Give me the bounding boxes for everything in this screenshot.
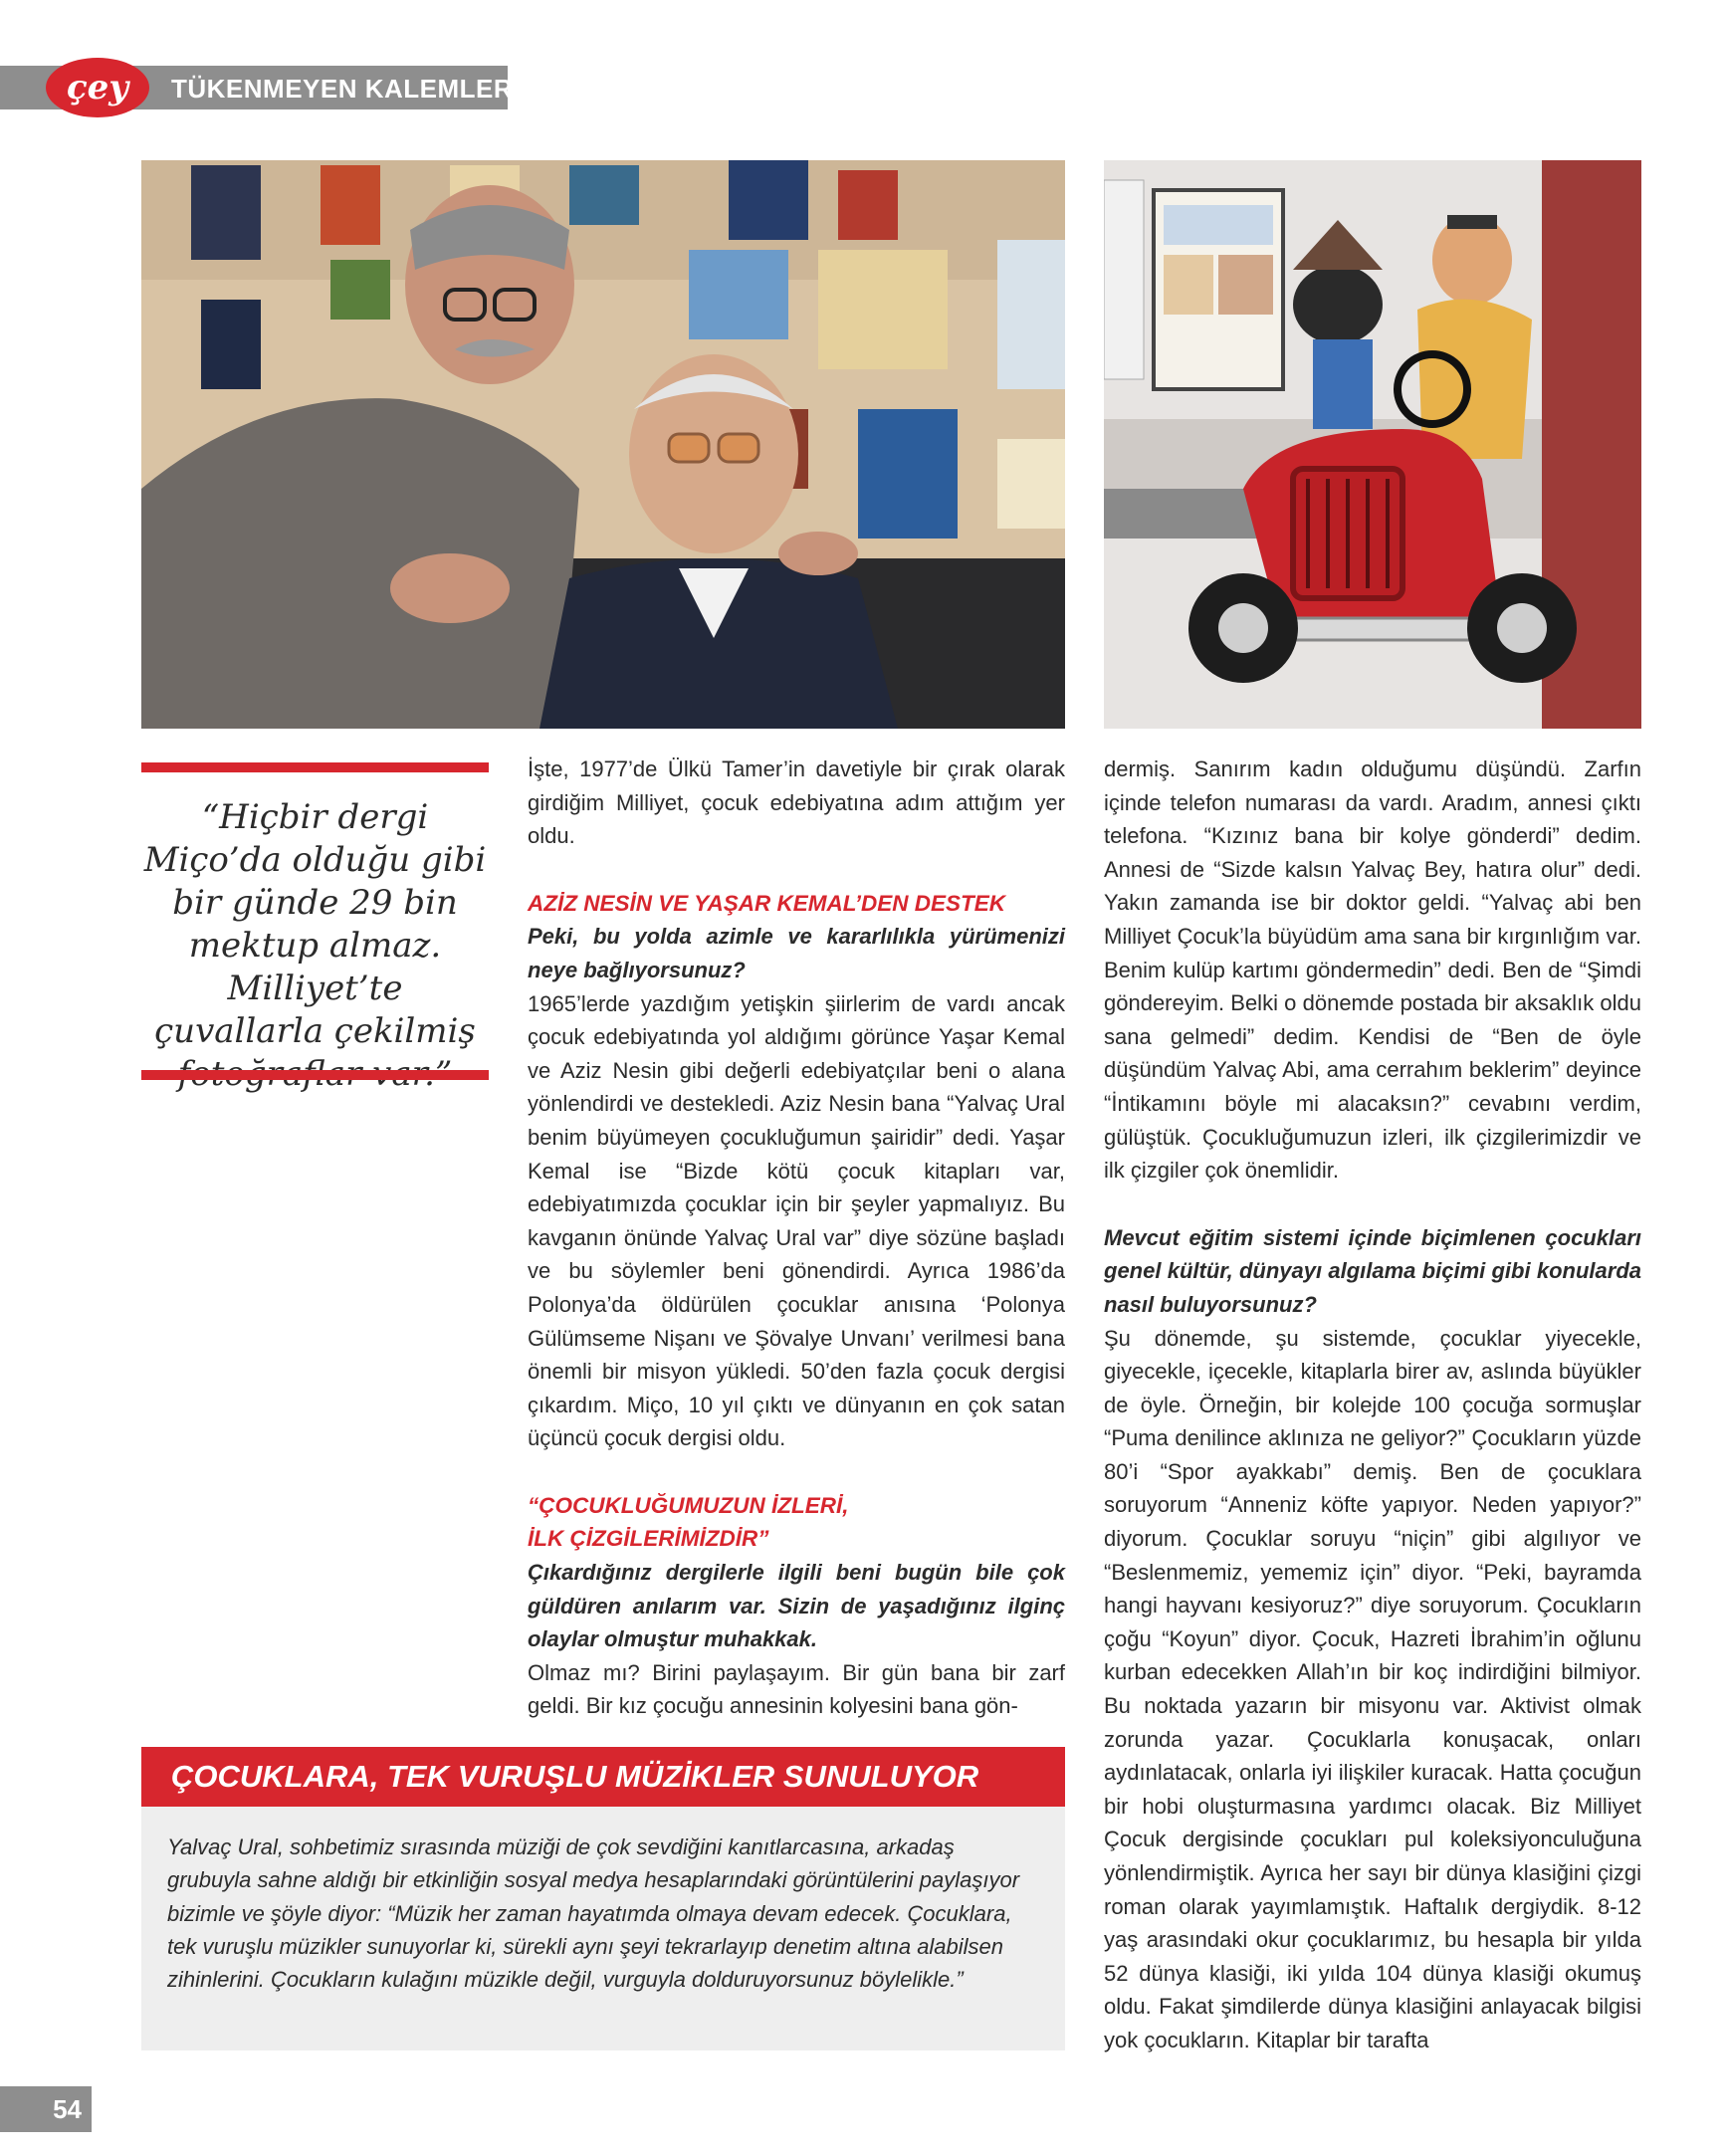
quote-rule-top (141, 762, 489, 772)
answer-3: Şu dönemde, şu sistemde, çocuklar yiyecekle, giyecekle, içecekle, kitaplarla birer av, aslında büyükler de öyle. Örneğin, bir kolejde 100 çocuğa sormuşlar “Puma denilince aklınıza ne geliyor?” Çocukların yüzde 80’i “Spor ayakkabı” demiş. Ben de çocuklara soruyorum “Anneniz köfte yapıyor. Neden yapıyor?” diyorum. Çocuklar soruyu “niçin” gibi algılıyor ve “Beslenmemiz, yememiz için” diyor. “Peki, bayramda hangi hayvanı kesiyoruz?” diye soruyorum. Çocukların çoğu “Koyun” diyor. Çocuk, Hazreti İbrahim’in oğlunu kurban edecekken Allah’ın bir koç indirdiğini bilmiyor. Bu noktada yazarın bir misyonu var. Aktivist olmak zorunda yazar. Çocuklarla konuşacak, onları aydınlatacak, onlarla iyi ilişkiler kuracak. Hatta çocuğun bir hobi oluşturmasına yardımcı olacak. Biz Milliyet Çocuk dergisinde çocukları pul koleksiyonculuğuna yönlendirmiştik. Ayrıca her sayı bir dünya klasiğini çizgi roman olarak yayımlamıştık. Haftalık dergiydik. 8-12 yaş arasındaki okur çocuklarımız, bu hesapla bir yılda 52 dünya klasiği, iki yılda 104 dünya klasiği okumuş oldu. Fakat şimdilerde dünya klasiğini anlayacak bilgisi yok çocukların. Kitaplar bir tarafta (1104, 1325, 1641, 2052)
subheading-childhood-line2: İLK ÇİZGİLERİMİZDİR” (528, 1526, 769, 1552)
photo-two-writers-illustration (141, 160, 1065, 729)
article-column-2 (1104, 753, 1641, 2057)
subheading-support: AZİZ NESİN VE YAŞAR KEMAL’DEN DESTEK (528, 890, 1006, 916)
question-2: Çıkardığınız dergilerle ilgili beni bugün bile çok güldüren anılarım var. Sizin de yaşadığınız ilginç olaylar olmuştur muhakkak. (528, 1560, 1065, 1652)
logo-text: çey (66, 68, 129, 108)
quote-rule-bottom (141, 1070, 489, 1080)
subheading-childhood-line1: “ÇOCUKLUĞUMUZUN İZLERİ, (528, 1492, 849, 1518)
article-column-1 (528, 753, 1065, 1723)
box-title: ÇOCUKLARA, TEK VURUŞLU MÜZİKLER SUNULUYOR (141, 1747, 1065, 1807)
section-title: TÜKENMEYEN KALEMLER (171, 74, 514, 104)
intro-paragraph: İşte, 1977’de Ülkü Tamer’in davetiyle bir çırak olarak girdiğim Milliyet, çocuk edebiyatına adım attığım yer oldu. (528, 756, 1065, 849)
box-body: Yalvaç Ural, sohbetimiz sırasında müziği de çok sevdiğini kanıtlarcasına, arkadaş grubuyla sahne aldığı bir etkinliğin sosyal medya hesaplarındaki görüntülerini paylaşıyor bizimle ve şöyle diyor: “Müzik her zaman hayatımda olmaya devam edecek. Çocuklara, tek vuruşlu müzikler sunuyorlar ki, sürekli aynı şeyi tekrarlayıp denetim altına alabilsen zihinlerini. Çocukların kulağını müzikle değil, vurguyla dolduruyorsunuz böylelikle.” (141, 1807, 1065, 2050)
question-1: Peki, bu yolda azimle ve kararlılıkla yürümenizi neye bağlıyorsunuz? (528, 924, 1065, 982)
pull-quote: “Hiçbir dergi Miço’da olduğu gibi bir günde 29 bin mektup almaz. Milliyet’te çuvallarla çekilmiş (143, 797, 487, 1051)
question-3: Mevcut eğitim sistemi içinde biçimlenen çocukları genel kültür, dünyayı algılama biçimi gibi konularda nasıl buluyorsunuz? (1104, 1224, 1641, 1317)
answer-2: Olmaz mı? Birini paylaşayım. Bir gün bana bir zarf geldi. Bir kız çocuğu annesinin kolyesini bana gön- (528, 1659, 1065, 1719)
photo-pedal-car-illustration (1104, 160, 1641, 729)
answer-1: 1965’lerde yazdığım yetişkin şiirlerim de vardı ancak çocuk edebiyatında yol aldığımı görünce Yaşar Kemal ve Aziz Nesin gibi değerli edebiyatçılar beni o alana yönlendirdi ve destekledi. Aziz Nesin bana “Yalvaç Ural benim büyümeyen çocukluğumun şairidir” dedi. Yaşar Kemal ise “Bizde kötü çocuk kitapları var, edebiyatımızda çocuklar için bir şeyler yapmalıyız. Bu kavganın önünde Yalvaç Ural var” diye sözüne başladı ve bu söylemler beni gönendirdi. Ayrıca 1986’da Polonya’da öldürülen çocuklar anısına ‘Polonya Gülümseme Nişanı ve Şövalye Unvanı’ verilmesi bana önemli bir misyon yükledi. 50’den fazla çocuk dergisi çıkardım. Miço, 10 yıl çıktı ve dünyanın en çok satan üçüncü çocuk dergisi oldu. (528, 990, 1065, 1451)
page-number: 54 (0, 2086, 92, 2132)
photo-pedal-car (1104, 160, 1641, 729)
photo-two-writers (141, 160, 1065, 729)
magazine-logo (46, 58, 149, 117)
answer-2-continued: dermiş. Sanırım kadın olduğumu düşündü. Zarfın içinde telefon numarası da vardı. Aradım, annesi çıktı telefona. “Kızınız bana bir kolye gönderdi” dedim. Annesi de “Sizde kalsın Yalvaç Bey, hatıra olur” dedi. Yakın zamanda ise bir doktor geldi. “Yalvaç abi ben Milliyet Çocuk’la büyüdüm ama sana bir kırgınlığım var. Benim kulüp kartımı göndermedin” dedi. Ben de “Şimdi göndereyim. Belki o dönemde postada bir aksaklık oldu sana gelmedi” dedim. Kendisi de “Ben de öyle düşündüm Yalvaç Abi, ama cerrahım beklerim” deyince “İntikamını böyle mi alacaksın?” cevabını verdim, gülüştük. Çocukluğumuzun izleri, ilk çizgilerimizdir ve ilk çizgiler çok önemlidir. (1104, 756, 1641, 1184)
